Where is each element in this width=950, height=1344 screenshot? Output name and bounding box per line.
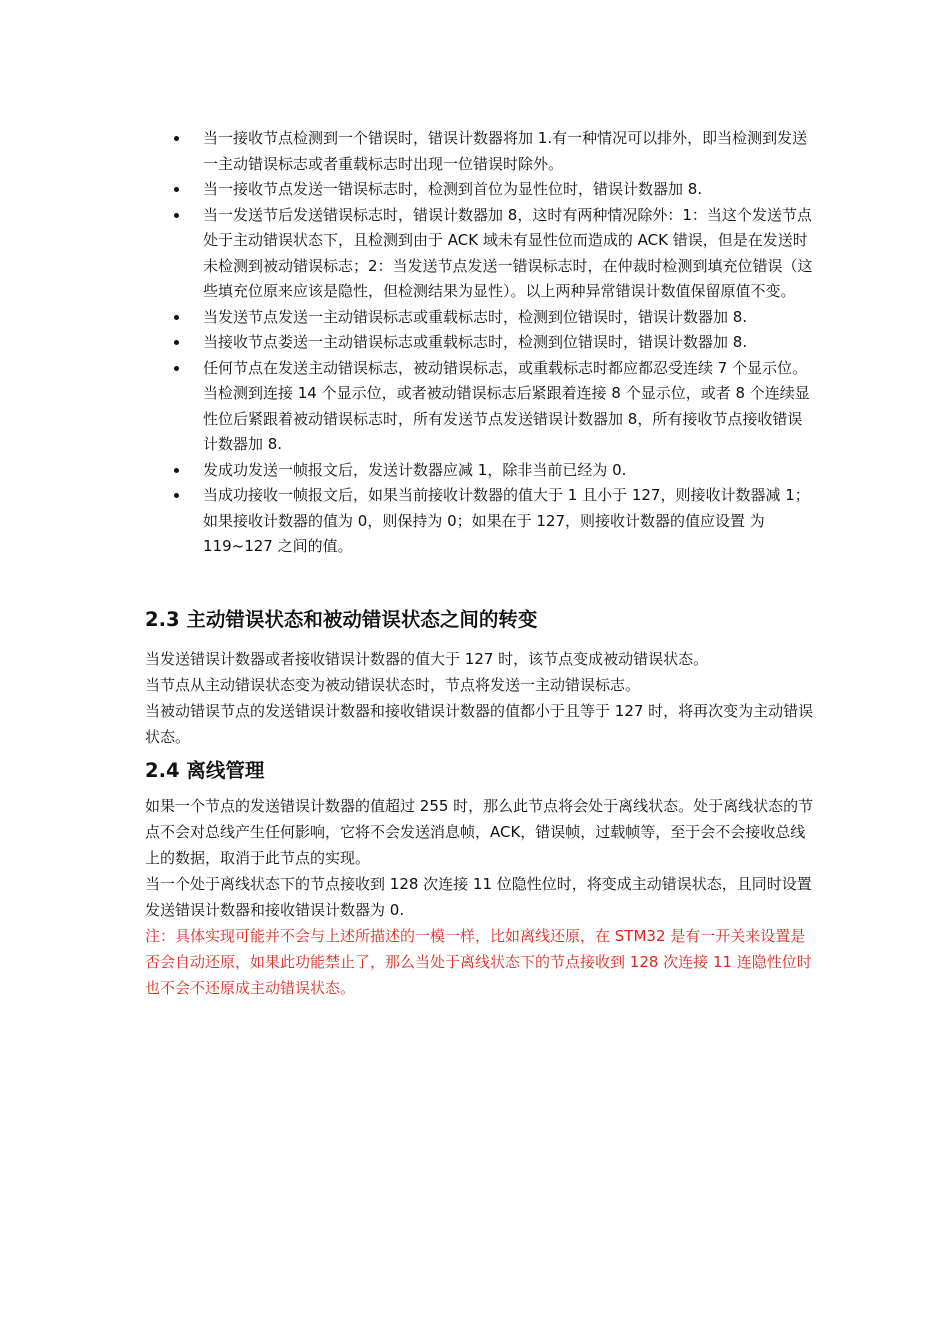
list-item-text: 当一接收节点检测到一个错误时，错误计数器将加 1.有一种情况可以排外，即当检测到发送一主动错误标志或者重载标志时出现一位错误时除外。 (203, 129, 808, 173)
list-item (174, 203, 814, 305)
list-item (174, 356, 814, 458)
bullet-icon (174, 340, 179, 345)
paragraph: 当一个处于离线状态下的节点接收到 128 次连接 11 位隐性位时，将变成主动错误状态，且同时设置发送错误计数器和接收错误计数器为 0. (145, 875, 812, 919)
list-item (174, 177, 814, 203)
bullet-icon (174, 136, 179, 141)
list-item (174, 458, 814, 484)
bullet-icon (174, 493, 179, 498)
list-item-text: 当一发送节后发送错误标志时，错误计数器加 8，这时有两种情况除外：1：当这个发送节点处于主动错误状态下，且检测到由于 ACK 域未有显性位而造成的 ACK 错误，但是在发送时未检测到被动错误标志；2：当发送节点发送一错误标志时，在仲裁时检测到填充位错误（这些填充位原来应该是隐性，但检测结果为显性）。以上两种异常错误计数值保留原值不变。 (203, 205, 813, 300)
implementation-note: 注：具体实现可能并不会与上述所描述的一模一样，比如离线还原，在 STM32 是有一开关来设置是否会自动还原，如果此功能禁止了，那么当处于离线状态下的节点接收到 128 次连接 11 连隐性位时也不会不还原成主动错误状态。 (145, 927, 812, 997)
error-counter-rules-list (174, 126, 814, 560)
list-item-text: 当一接收节点发送一错误标志时，检测到首位为显性位时，错误计数器加 8. (203, 180, 703, 198)
bullet-icon (174, 468, 179, 473)
list-item-text: 当成功接收一帧报文后，如果当前接收计数器的值大于 1 且小于 127，则接收计数器减 1；如果接收计数器的值为 0，则保持为 0；如果在于 127，则接收计数器的值应设置 为 119~127 之间的值。 (203, 486, 810, 555)
list-item (174, 330, 814, 356)
section-heading-2-4: 2.4 离线管理 (145, 759, 265, 782)
bullet-icon (174, 366, 179, 371)
list-item (174, 483, 814, 560)
section-heading-2-3: 2.3 主动错误状态和被动错误状态之间的转变 (145, 608, 538, 631)
bullet-icon (174, 213, 179, 218)
bullet-icon (174, 315, 179, 320)
paragraph: 如果一个节点的发送错误计数器的值超过 255 时，那么此节点将会处于离线状态。处于离线状态的节点不会对总线产生任何影响，它将不会发送消息帧，ACK，错误帧，过载帧等，至于会不会接收总线上的数据，取消于此节点的实现。 (145, 797, 814, 867)
paragraph: 当发送错误计数器或者接收错误计数器的值大于 127 时，该节点变成被动错误状态。 (145, 650, 709, 668)
section-2-4-body (145, 793, 815, 1001)
list-item-text: 当发送节点发送一主动错误标志或重载标志时，检测到位错误时，错误计数器加 8. (203, 307, 748, 326)
bullet-icon (174, 187, 179, 192)
list-item-text: 发成功发送一帧报文后，发送计数器应减 1，除非当前已经为 0. (203, 460, 627, 479)
list-item (174, 126, 814, 177)
list-item-text: 任何节点在发送主动错误标志，被动错误标志，或重载标志时都应都忍受连续 7 个显示位。当检测到连接 14 个显示位，或者被动错误标志后紧跟着连接 8 个显示位，或者 8 个连续显性位后紧跟着被动错误标志时，所有发送节点发送错误计数器加 8，所有接收节点接收错误计数器加 8. (203, 358, 810, 453)
paragraph: 当节点从主动错误状态变为被动错误状态时，节点将发送一主动错误标志。 (145, 676, 641, 694)
section-2-3-body (145, 646, 815, 750)
list-item-text: 当接收节点娄送一主动错误标志或重载标志时，检测到位错误时，错误计数器加 8. (203, 333, 748, 351)
paragraph: 当被动错误节点的发送错误计数器和接收错误计数器的值都小于且等于 127 时，将再次变为主动错误状态。 (145, 702, 814, 746)
list-item (174, 305, 814, 331)
